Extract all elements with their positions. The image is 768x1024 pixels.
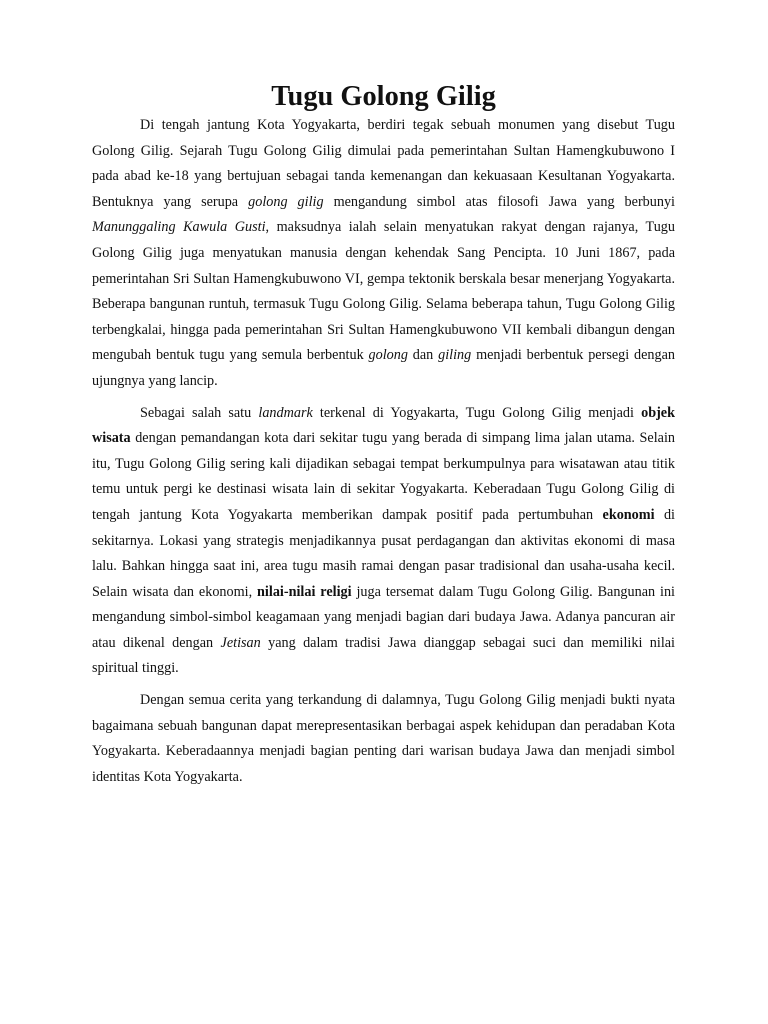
document-page — [92, 81, 675, 796]
italic-term: golong gilig — [248, 193, 324, 210]
bold-term: nilai-nilai religi — [257, 583, 352, 600]
text-run: terkenal di Yogyakarta, Tugu Golong Gilig menjadi — [312, 404, 642, 421]
text-run: mengandung simbol atas filosofi Jawa yang berbunyi — [323, 193, 675, 210]
text-run: di sekitarnya. Lokasi yang strategis menjadikannya pusat perdagangan dan aktivitas ekonomi di masa lalu. Bahkan hingga saat ini, area tugu masih ramai dengan pasar tradisional dan usaha-usaha kecil. Selain wisata dan ekonomi, — [92, 506, 675, 600]
text-run: menjadi berbentuk persegi dengan ujungnya yang lancip. — [92, 347, 675, 389]
document-title: Tugu Golong Gilig — [271, 81, 496, 112]
bold-term: objek wisata — [92, 404, 675, 447]
text-run: yang dalam tradisi Jawa dianggap sebagai suci dan memiliki nilai spiritual tinggi. — [92, 634, 675, 677]
italic-term: Manunggaling Kawula Gusti — [92, 219, 266, 236]
italic-term: golong — [368, 347, 408, 364]
text-run: Di tengah jantung Kota Yogyakarta, berdiri tegak sebuah monumen yang disebut Tugu Golong Gilig. Sejarah Tugu Golong Gilig dimulai pada pemerintahan Sultan Hamengkubuwono I pada abad ke-18 yang bertujuan sebagai tanda kemenangan dan kekuasaan Kesultanan Yogyakarta. Bentuknya yang serupa — [92, 117, 675, 210]
text-run: juga tersemat dalam Tugu Golong Gilig. Bangunan ini mengandung simbol-simbol keagamaan yang menjadi bagian dari budaya Jawa. Adanya pancuran air atau dikenal dengan — [92, 583, 675, 651]
italic-term: Jetisan — [220, 634, 261, 651]
bold-term: ekonomi — [602, 506, 655, 523]
paragraph — [92, 401, 675, 683]
text-run: Dengan semua cerita yang terkandung di dalamnya, Tugu Golong Gilig menjadi bukti nyata bagaimana sebuah bangunan dapat merepresentasikan berbagai aspek kehidupan dan peradaban Kota Yogyakarta. Keberadaannya menjadi bagian penting dari warisan budaya Jawa dan menjadi simbol identitas Kota Yogyakarta. — [92, 692, 675, 785]
text-run: Sebagai salah satu — [140, 404, 259, 421]
text-run: , maksudnya ialah selain menyatukan rakyat dengan rajanya, Tugu Golong Gilig juga menyatukan manusia dengan kehendak Sang Pencipta. 10 Juni 1867, pada pemerintahan Sri Sultan Hamengkubuwono VI, gempa tektonik berskala besar menerjang Yogyakarta. Beberapa bangunan runtuh, termasuk Tugu Golong Gilig. Selama beberapa tahun, Tugu Golong Gilig terbengkalai, hingga pada pemerintahan Sri Sultan Hamengkubuwono VII kembali dibangun dengan mengubah bentuk tugu yang semula berbentuk — [92, 219, 675, 364]
text-run: dan — [407, 347, 439, 364]
paragraph — [92, 113, 675, 395]
paragraph — [92, 688, 675, 790]
italic-term: giling — [438, 347, 472, 364]
text-run: dengan pemandangan kota dari sekitar tugu yang berada di simpang lima jalan utama. Selain itu, Tugu Golong Gilig sering kali dijadikan sebagai tempat berkumpulnya para wisatawan atau titik temu untuk pergi ke destinasi wisata lain di sekitar Yogyakarta. Keberadaan Tugu Golong Gilig di tengah jantung Kota Yogyakarta memberikan dampak positif pada pertumbuhan — [92, 430, 675, 523]
italic-term: landmark — [258, 404, 313, 421]
